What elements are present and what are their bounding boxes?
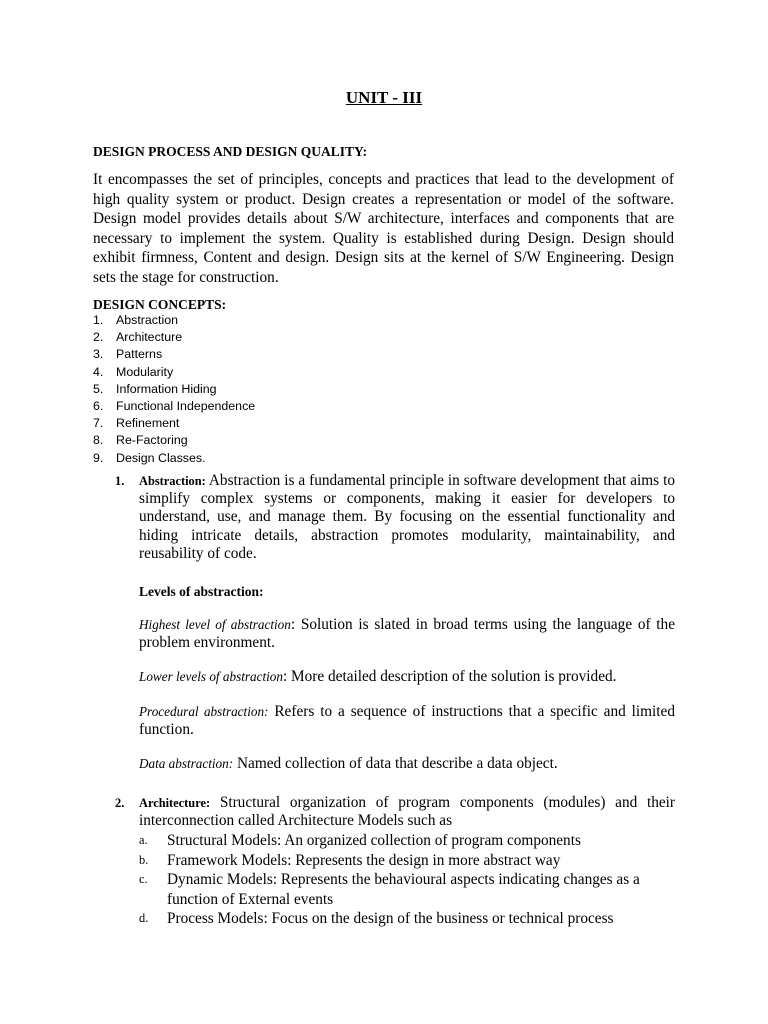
- list-item: [139, 851, 675, 871]
- abstraction-description: [139, 472, 675, 563]
- design-concepts-list: [93, 312, 255, 467]
- list-item-label: Abstraction: [116, 313, 178, 327]
- list-item-letter: c.: [139, 872, 148, 886]
- list-item: [93, 346, 255, 363]
- section-heading-design-concepts: DESIGN CONCEPTS:: [93, 297, 227, 312]
- abstraction-section: [115, 472, 675, 563]
- list-item-number: 6.: [93, 398, 104, 413]
- item-number: 2.: [115, 796, 125, 810]
- abstraction-level-lower: [139, 668, 675, 686]
- abstraction-level-data: [139, 755, 675, 773]
- abstraction-level-procedural: [139, 703, 675, 739]
- architecture-heading: Architecture:: [139, 796, 211, 810]
- list-item: [93, 381, 255, 398]
- section-heading-design-process: DESIGN PROCESS AND DESIGN QUALITY:: [93, 144, 368, 159]
- list-item-number: 4.: [93, 364, 104, 379]
- architecture-description: [139, 794, 675, 830]
- levels-of-abstraction-heading: Levels of abstraction:: [139, 584, 264, 599]
- list-item-label: Refinement: [116, 416, 180, 431]
- list-item-number: 9.: [93, 450, 104, 465]
- list-item-text: Framework Models: Represents the design in more abstract way: [167, 851, 561, 869]
- list-item: [93, 415, 255, 432]
- architecture-text: Structural organization of program components (modules) and their interconnection called Architecture Models such as: [139, 794, 675, 830]
- architecture-section: [115, 794, 675, 830]
- list-item-label: Modularity: [116, 364, 174, 379]
- abstraction-level-text: Refers to a sequence of instructions that a specific and limited function.: [139, 703, 675, 739]
- architecture-models-list: [139, 831, 675, 929]
- item-number: 1.: [115, 474, 125, 488]
- page-title: UNIT - III: [345, 88, 423, 107]
- list-item-number: 1.: [93, 313, 104, 327]
- abstraction-level-highest: [139, 616, 675, 652]
- list-item-text: Structural Models: An organized collection of program components: [167, 832, 581, 849]
- list-item: [139, 831, 675, 851]
- list-item-text: Process Models: Focus on the design of the business or technical process: [167, 910, 614, 927]
- list-item: [139, 870, 675, 909]
- abstraction-text: Abstraction is a fundamental principle in software development that aims to simplify complex systems or components, making it easier for developers to understand, use, and manage them. By focusing on the essential functionality and hiding intricate details, abstraction promotes modularity, maintainability, and reusability of code.: [139, 472, 675, 562]
- list-item-label: Architecture: [116, 330, 183, 345]
- list-item-label: Re-Factoring: [116, 433, 188, 448]
- list-item-label: Information Hiding: [116, 381, 217, 396]
- list-item: [93, 364, 255, 381]
- list-item: [93, 312, 255, 329]
- design-process-paragraph: It encompasses the set of principles, concepts and practices that lead to the development of high quality system or product. Design creates a representation or model of the software. Design model provides details about S/W architecture, interfaces and components that are necessary to implement the system. Quality is established during Design. Design should exhibit firmness, Content and design. Design sits at the kernel of S/W Engineering. Design sets the stage for construction.: [93, 171, 674, 286]
- abstraction-level-label: Highest level of abstraction: [139, 617, 291, 632]
- list-item-number: 7.: [93, 416, 104, 431]
- list-item-label: Design Classes.: [116, 450, 206, 465]
- abstraction-level-label: Lower levels of abstraction: [139, 669, 283, 684]
- list-item: [93, 329, 255, 346]
- list-item-letter: b.: [139, 852, 149, 867]
- list-item-label: Functional Independence: [116, 398, 256, 413]
- list-item-number: 5.: [93, 381, 104, 396]
- abstraction-level-sep: :: [290, 616, 296, 633]
- list-item-label: Patterns: [116, 347, 163, 362]
- list-item-number: 2.: [93, 330, 104, 345]
- list-item-number: 8.: [93, 433, 104, 448]
- list-item-number: 3.: [93, 347, 104, 362]
- list-item-text: Dynamic Models: Represents the behavioural aspects indicating changes as a function of External events: [167, 871, 640, 908]
- abstraction-level-label: Data abstraction:: [139, 756, 234, 771]
- list-item-letter: d.: [139, 911, 149, 925]
- list-item-letter: a.: [139, 833, 148, 847]
- list-item: [139, 909, 675, 929]
- list-item: [93, 450, 255, 467]
- abstraction-level-label: Procedural abstraction:: [139, 704, 269, 719]
- list-item: [93, 432, 255, 449]
- abstraction-level-text: Solution is slated in broad terms using the language of the problem environment.: [139, 616, 675, 652]
- abstraction-heading: Abstraction:: [139, 474, 206, 488]
- abstraction-level-text: Named collection of data that describe a data object.: [233, 755, 558, 772]
- abstraction-level-text: More detailed description of the solution is provided.: [287, 668, 617, 685]
- abstraction-level-sep: :: [282, 668, 288, 685]
- list-item: [93, 398, 255, 415]
